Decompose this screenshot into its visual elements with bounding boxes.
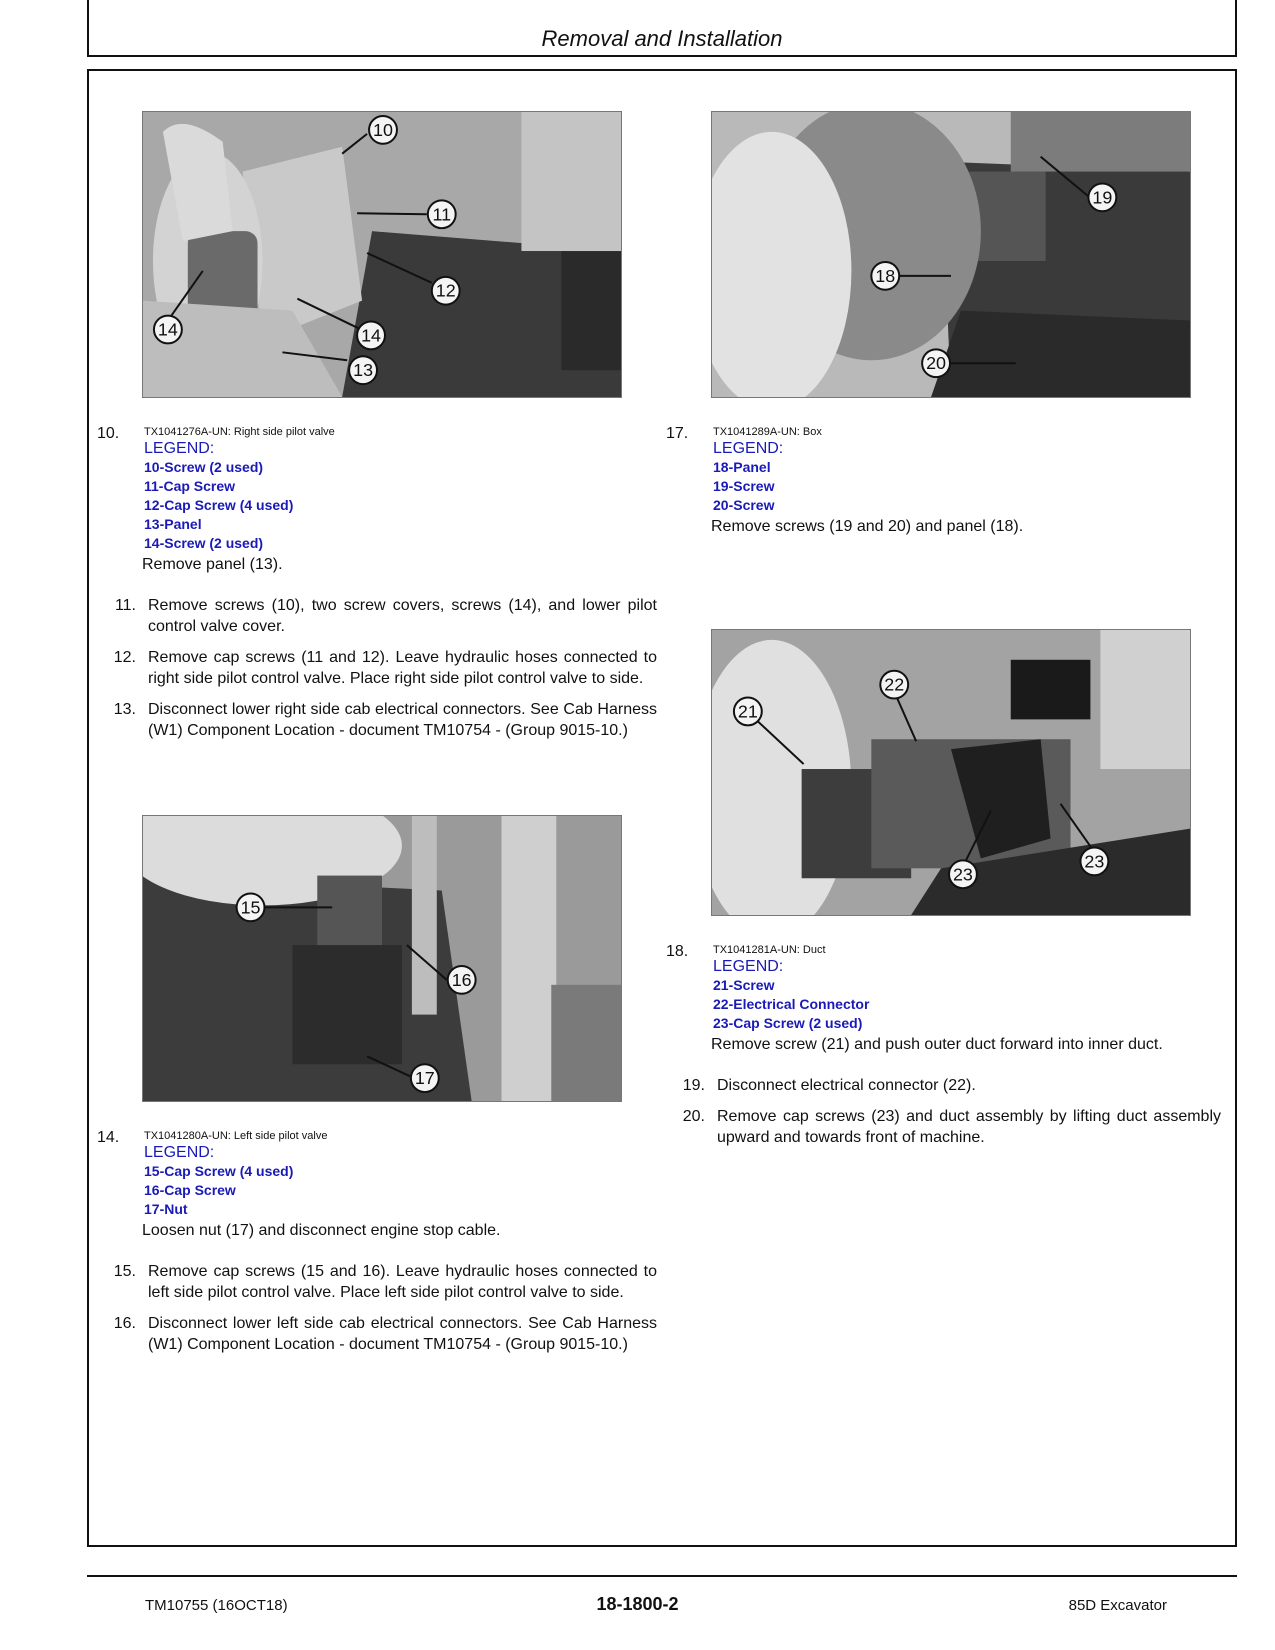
svg-text:10: 10 <box>373 119 393 140</box>
photo-box <box>711 111 1191 398</box>
callout-17 <box>411 1064 439 1092</box>
callout-13 <box>349 356 377 384</box>
svg-text:18: 18 <box>875 265 896 286</box>
figure-number: 18. <box>666 943 689 960</box>
figure-number: 10. <box>97 425 120 442</box>
footer-page-number: 18-1800-2 <box>596 1594 679 1614</box>
callout-21 <box>734 698 762 726</box>
step: 11. Remove screws (10), two screw covers, screws (14), and lower pilot control valve cover. <box>114 597 657 635</box>
steps-11-13 <box>113 595 657 741</box>
legend-title: LEGEND: <box>713 440 784 457</box>
header-box <box>87 0 1237 57</box>
legend-item: 14-Screw (2 used) <box>144 535 264 551</box>
svg-text:23: 23 <box>952 864 973 885</box>
svg-text:23: 23 <box>1084 851 1105 872</box>
footer-divider <box>87 1575 1237 1577</box>
legend-title: LEGEND: <box>144 1144 215 1161</box>
legend-item: 18-Panel <box>713 459 771 475</box>
svg-text:16: 16 <box>451 969 472 990</box>
step: 20. Remove cap screws (23) and duct assembly by lifting duct assembly upward and towards front of machine. <box>682 1108 1221 1146</box>
callout-16 <box>448 966 476 994</box>
legend-title: LEGEND: <box>144 440 215 457</box>
legend-item: 23-Cap Screw (2 used) <box>713 1015 863 1031</box>
callout-10 <box>369 116 397 144</box>
footer-product-name: 85D Excavator <box>1068 1597 1167 1614</box>
step: 15. Remove cap screws (15 and 16). Leave hydraulic hoses connected to left side pilot control valve. Place left side pilot control valve to side. <box>113 1263 657 1301</box>
svg-text:22: 22 <box>884 674 905 695</box>
figure-17 <box>666 425 1221 537</box>
callout-20 <box>922 349 950 377</box>
callout-layer <box>143 816 621 1101</box>
svg-text:21: 21 <box>737 701 758 722</box>
svg-text:11: 11 <box>432 204 452 225</box>
callout-12 <box>432 277 460 305</box>
callout-15 <box>237 893 265 921</box>
figure-instruction: Remove panel (13). <box>142 556 283 573</box>
figure-number: 14. <box>97 1129 120 1146</box>
right-column <box>666 111 1221 1158</box>
figure-18 <box>666 943 1221 1055</box>
legend-item: 13-Panel <box>144 516 202 532</box>
callout-14a <box>154 316 182 344</box>
figure-caption: TX1041276A-UN: Right side pilot valve <box>144 426 335 438</box>
step: 19. Disconnect electrical connector (22). <box>682 1077 976 1094</box>
legend-item: 12-Cap Screw (4 used) <box>144 497 294 513</box>
svg-text:14: 14 <box>361 325 382 346</box>
photo-duct <box>711 629 1191 916</box>
callout-22 <box>880 671 908 699</box>
content-frame <box>87 69 1237 1547</box>
callout-layer <box>143 112 621 397</box>
callout-layer <box>712 112 1190 397</box>
page-title: Removal and Installation <box>541 26 783 51</box>
svg-text:13: 13 <box>353 360 374 381</box>
callout-14b <box>357 322 385 350</box>
svg-text:15: 15 <box>240 897 261 918</box>
callout-23a <box>949 860 977 888</box>
figure-caption: TX1041281A-UN: Duct <box>713 944 826 956</box>
callout-19 <box>1088 183 1116 211</box>
callout-layer <box>712 630 1190 915</box>
footer-document-id: TM10755 (16OCT18) <box>145 1597 288 1614</box>
legend-item: 15-Cap Screw (4 used) <box>144 1163 294 1179</box>
figure-instruction: Remove screw (21) and push outer duct forward into inner duct. <box>711 1036 1163 1053</box>
legend-item: 17-Nut <box>144 1201 188 1217</box>
svg-text:12: 12 <box>435 280 456 301</box>
photo-left-side-pilot-valve <box>142 815 622 1102</box>
legend-item: 11-Cap Screw <box>144 478 236 494</box>
svg-text:17: 17 <box>414 1068 435 1089</box>
legend-item: 20-Screw <box>713 497 775 513</box>
figure-caption: TX1041280A-UN: Left side pilot valve <box>144 1130 328 1142</box>
figure-instruction: Remove screws (19 and 20) and panel (18). <box>711 518 1024 535</box>
step: 12. Remove cap screws (11 and 12). Leave hydraulic hoses connected to right side pilot control valve. Place right side pilot control valve to side. <box>113 649 657 687</box>
callout-11 <box>428 200 456 228</box>
figure-caption: TX1041289A-UN: Box <box>713 426 822 438</box>
figure-10 <box>97 425 657 575</box>
figure-14 <box>97 1129 657 1241</box>
svg-text:14: 14 <box>157 319 178 340</box>
callout-18 <box>871 262 899 290</box>
legend-item: 10-Screw (2 used) <box>144 459 264 475</box>
step: 13. Disconnect lower right side cab electrical connectors. See Cab Harness (W1) Component Location - document TM10754 - (Group 9015-10.) <box>113 701 657 739</box>
legend-item: 22-Electrical Connector <box>713 996 870 1012</box>
left-column <box>97 111 657 1365</box>
step: 16. Disconnect lower left side cab electrical connectors. See Cab Harness (W1) Component Location - document TM10754 - (Group 9015-10.) <box>113 1315 657 1353</box>
callout-23b <box>1080 847 1108 875</box>
steps-15-16 <box>113 1261 657 1355</box>
svg-text:19: 19 <box>1092 187 1113 208</box>
figure-number: 17. <box>666 425 689 442</box>
svg-text:20: 20 <box>926 353 947 374</box>
figure-instruction: Loosen nut (17) and disconnect engine stop cable. <box>142 1222 501 1239</box>
legend-item: 16-Cap Screw <box>144 1182 236 1198</box>
legend-title: LEGEND: <box>713 958 784 975</box>
legend-item: 21-Screw <box>713 977 775 993</box>
photo-right-side-pilot-valve <box>142 111 622 398</box>
legend-item: 19-Screw <box>713 478 775 494</box>
steps-19-20 <box>682 1075 1221 1148</box>
